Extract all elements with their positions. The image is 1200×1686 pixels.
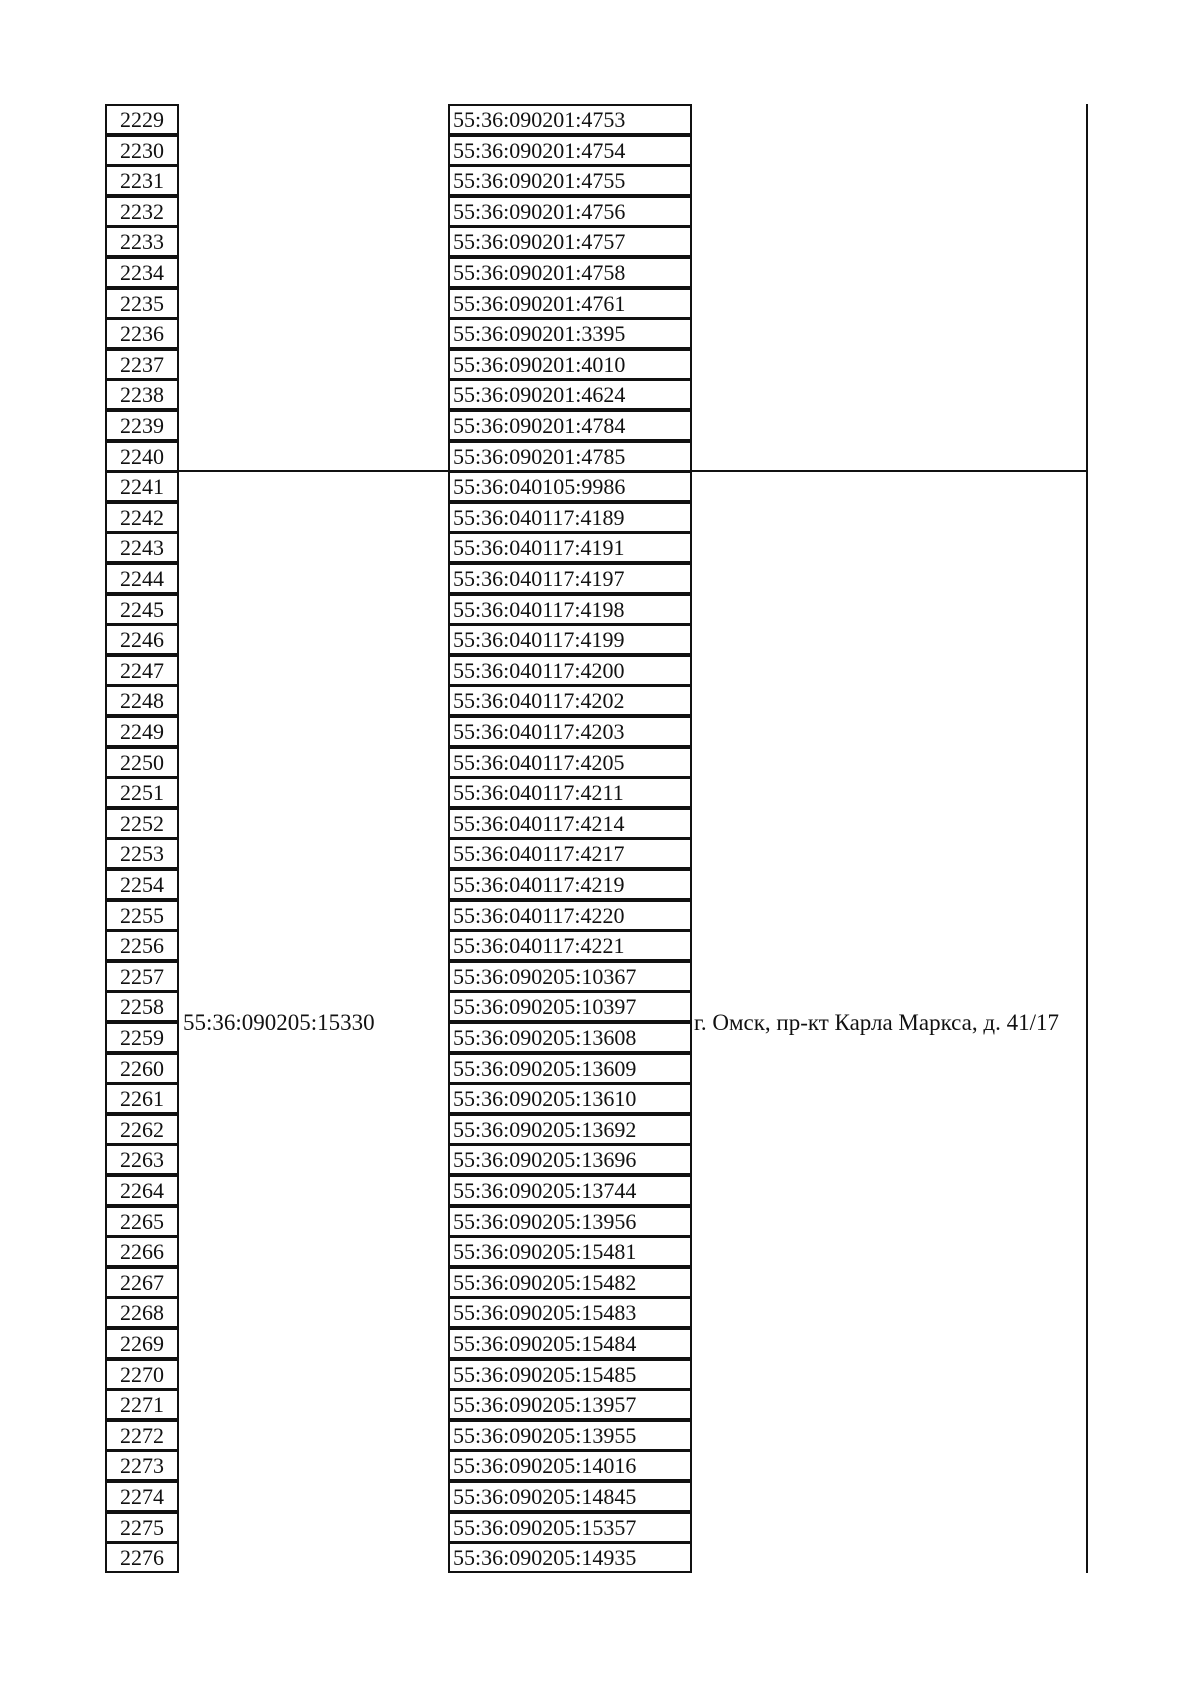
row-number-cell: 2237 xyxy=(105,349,179,380)
room-cadastral-cell: 55:36:090205:13744 xyxy=(448,1175,692,1206)
table-right-border xyxy=(1086,104,1088,472)
building-cadastral-number: 55:36:090205:15330 xyxy=(183,1010,375,1035)
row-number-cell: 2240 xyxy=(105,441,179,472)
room-cadastral-cell: 55:36:040117:4189 xyxy=(448,502,692,533)
room-cadastral-cell: 55:36:090205:15485 xyxy=(448,1359,692,1390)
row-number-cell: 2275 xyxy=(105,1512,179,1543)
room-cadastral-cell: 55:36:090201:4761 xyxy=(448,288,692,319)
room-cadastral-cell: 55:36:040117:4200 xyxy=(448,655,692,686)
room-cadastral-cell: 55:36:040117:4202 xyxy=(448,685,692,716)
row-number-cell: 2233 xyxy=(105,226,179,257)
row-number-cell: 2249 xyxy=(105,716,179,747)
room-cadastral-cell: 55:36:090201:4624 xyxy=(448,379,692,410)
row-number-cell: 2231 xyxy=(105,165,179,196)
row-number-cell: 2232 xyxy=(105,196,179,227)
row-number-cell: 2257 xyxy=(105,961,179,992)
room-cadastral-cell: 55:36:090201:4753 xyxy=(448,104,692,135)
room-cadastral-cell: 55:36:090201:4754 xyxy=(448,135,692,166)
room-cadastral-cell: 55:36:040117:4211 xyxy=(448,777,692,808)
row-number-cell: 2251 xyxy=(105,777,179,808)
row-number-cell: 2244 xyxy=(105,563,179,594)
row-number-cell: 2261 xyxy=(105,1083,179,1114)
row-number-cell: 2253 xyxy=(105,838,179,869)
row-number-cell: 2259 xyxy=(105,1022,179,1053)
room-cadastral-cell: 55:36:090205:10397 xyxy=(448,991,692,1022)
row-number-cell: 2255 xyxy=(105,900,179,931)
room-cadastral-cell: 55:36:090205:10367 xyxy=(448,961,692,992)
row-number-cell: 2260 xyxy=(105,1053,179,1084)
row-number-cell: 2252 xyxy=(105,808,179,839)
row-number-cell: 2229 xyxy=(105,104,179,135)
building-address: г. Омск, пр-кт Карла Маркса, д. 41/17 xyxy=(694,1010,1059,1035)
row-number-cell: 2254 xyxy=(105,869,179,900)
row-number-cell: 2263 xyxy=(105,1144,179,1175)
room-cadastral-cell: 55:36:090205:13956 xyxy=(448,1206,692,1237)
row-number-cell: 2264 xyxy=(105,1175,179,1206)
room-cadastral-cell: 55:36:090201:4755 xyxy=(448,165,692,196)
room-cadastral-cell: 55:36:090201:4758 xyxy=(448,257,692,288)
row-number-cell: 2271 xyxy=(105,1389,179,1420)
row-number-cell: 2256 xyxy=(105,930,179,961)
group-divider xyxy=(179,470,448,472)
row-number-cell: 2242 xyxy=(105,502,179,533)
row-number-cell: 2273 xyxy=(105,1450,179,1481)
room-cadastral-cell: 55:36:090205:13610 xyxy=(448,1083,692,1114)
room-cadastral-cell: 55:36:090205:13609 xyxy=(448,1053,692,1084)
row-number-cell: 2236 xyxy=(105,318,179,349)
row-number-cell: 2247 xyxy=(105,655,179,686)
room-cadastral-cell: 55:36:090205:14845 xyxy=(448,1481,692,1512)
room-cadastral-cell: 55:36:090205:13955 xyxy=(448,1420,692,1451)
room-cadastral-cell: 55:36:090205:15357 xyxy=(448,1512,692,1543)
room-cadastral-cell: 55:36:040117:4220 xyxy=(448,900,692,931)
row-number-cell: 2265 xyxy=(105,1206,179,1237)
group-divider xyxy=(692,470,1088,472)
room-cadastral-cell: 55:36:090201:4010 xyxy=(448,349,692,380)
room-cadastral-cell: 55:36:090205:14935 xyxy=(448,1542,692,1573)
row-number-cell: 2266 xyxy=(105,1236,179,1267)
room-cadastral-cell: 55:36:090201:4784 xyxy=(448,410,692,441)
row-number-cell: 2239 xyxy=(105,410,179,441)
row-number-cell: 2258 xyxy=(105,991,179,1022)
room-cadastral-cell: 55:36:040117:4205 xyxy=(448,747,692,778)
room-cadastral-cell: 55:36:090205:15482 xyxy=(448,1267,692,1298)
row-number-cell: 2250 xyxy=(105,747,179,778)
row-number-cell: 2248 xyxy=(105,685,179,716)
table-right-border xyxy=(1086,471,1088,1573)
room-cadastral-cell: 55:36:090201:4756 xyxy=(448,196,692,227)
row-number-cell: 2230 xyxy=(105,135,179,166)
room-cadastral-cell: 55:36:040117:4197 xyxy=(448,563,692,594)
room-cadastral-cell: 55:36:090205:13696 xyxy=(448,1144,692,1175)
room-cadastral-cell: 55:36:040117:4191 xyxy=(448,532,692,563)
room-cadastral-cell: 55:36:090205:15483 xyxy=(448,1297,692,1328)
row-number-cell: 2270 xyxy=(105,1359,179,1390)
room-cadastral-cell: 55:36:090205:15484 xyxy=(448,1328,692,1359)
room-cadastral-cell: 55:36:040117:4214 xyxy=(448,808,692,839)
room-cadastral-cell: 55:36:090201:4757 xyxy=(448,226,692,257)
row-number-cell: 2238 xyxy=(105,379,179,410)
row-number-cell: 2246 xyxy=(105,624,179,655)
room-cadastral-cell: 55:36:040117:4203 xyxy=(448,716,692,747)
row-number-cell: 2241 xyxy=(105,471,179,502)
room-cadastral-cell: 55:36:090201:4785 xyxy=(448,441,692,472)
room-cadastral-cell: 55:36:090205:13957 xyxy=(448,1389,692,1420)
row-number-cell: 2274 xyxy=(105,1481,179,1512)
room-cadastral-cell: 55:36:040117:4219 xyxy=(448,869,692,900)
room-cadastral-cell: 55:36:090205:14016 xyxy=(448,1450,692,1481)
row-number-cell: 2269 xyxy=(105,1328,179,1359)
room-cadastral-cell: 55:36:090205:13692 xyxy=(448,1114,692,1145)
row-number-cell: 2262 xyxy=(105,1114,179,1145)
row-number-cell: 2272 xyxy=(105,1420,179,1451)
room-cadastral-cell: 55:36:040117:4198 xyxy=(448,594,692,625)
room-cadastral-cell: 55:36:040105:9986 xyxy=(448,471,692,502)
row-number-cell: 2245 xyxy=(105,594,179,625)
row-number-cell: 2234 xyxy=(105,257,179,288)
room-cadastral-cell: 55:36:040117:4221 xyxy=(448,930,692,961)
room-cadastral-cell: 55:36:090205:15481 xyxy=(448,1236,692,1267)
row-number-cell: 2235 xyxy=(105,288,179,319)
row-number-cell: 2276 xyxy=(105,1542,179,1573)
room-cadastral-cell: 55:36:090205:13608 xyxy=(448,1022,692,1053)
row-number-cell: 2268 xyxy=(105,1297,179,1328)
room-cadastral-cell: 55:36:040117:4199 xyxy=(448,624,692,655)
room-cadastral-cell: 55:36:090201:3395 xyxy=(448,318,692,349)
row-number-cell: 2267 xyxy=(105,1267,179,1298)
room-cadastral-cell: 55:36:040117:4217 xyxy=(448,838,692,869)
row-number-cell: 2243 xyxy=(105,532,179,563)
